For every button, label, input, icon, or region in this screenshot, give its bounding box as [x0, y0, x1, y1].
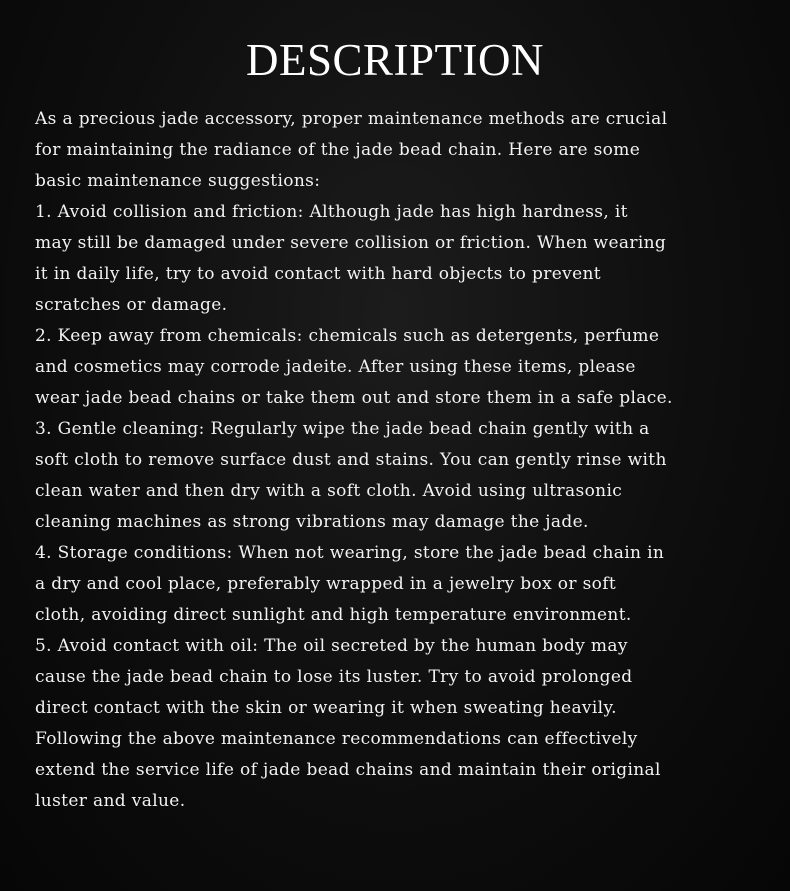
text-line: Following the above maintenance recommendations can effectively	[35, 729, 638, 749]
text-line: scratches or damage.	[35, 295, 228, 315]
text-line: 1. Avoid collision and friction: Although jade has high hardness, it	[35, 202, 628, 222]
text-line: As a precious jade accessory, proper maintenance methods are crucial	[35, 109, 668, 129]
text-line: may still be damaged under severe collision or friction. When wearing	[35, 233, 667, 253]
text-line: 4. Storage conditions: When not wearing, store the jade bead chain in	[35, 543, 665, 563]
text-line: cloth, avoiding direct sunlight and high temperature environment.	[35, 605, 632, 625]
text-line: basic maintenance suggestions:	[35, 171, 321, 191]
text-line: a dry and cool place, preferably wrapped in a jewelry box or soft	[35, 574, 617, 594]
page-title: DESCRIPTION	[245, 35, 545, 85]
text-line: 5. Avoid contact with oil: The oil secreted by the human body may	[35, 636, 628, 656]
text-line: 3. Gentle cleaning: Regularly wipe the jade bead chain gently with a	[35, 419, 650, 439]
text-line: soft cloth to remove surface dust and stains. You can gently rinse with	[35, 450, 667, 470]
description-body	[35, 104, 775, 817]
text-line: direct contact with the skin or wearing it when sweating heavily.	[35, 698, 617, 718]
text-line: wear jade bead chains or take them out and store them in a safe place.	[35, 388, 673, 408]
text-line: and cosmetics may corrode jadeite. After using these items, please	[35, 357, 636, 377]
text-line: cleaning machines as strong vibrations may damage the jade.	[35, 512, 589, 532]
text-line: 2. Keep away from chemicals: chemicals such as detergents, perfume	[35, 326, 660, 346]
text-line: it in daily life, try to avoid contact with hard objects to prevent	[35, 264, 601, 284]
text-line: cause the jade bead chain to lose its luster. Try to avoid prolonged	[35, 667, 633, 687]
text-line: clean water and then dry with a soft cloth. Avoid using ultrasonic	[35, 481, 623, 501]
text-line: luster and value.	[35, 791, 186, 811]
text-line: extend the service life of jade bead chains and maintain their original	[35, 760, 661, 780]
text-line: for maintaining the radiance of the jade bead chain. Here are some	[35, 140, 641, 160]
